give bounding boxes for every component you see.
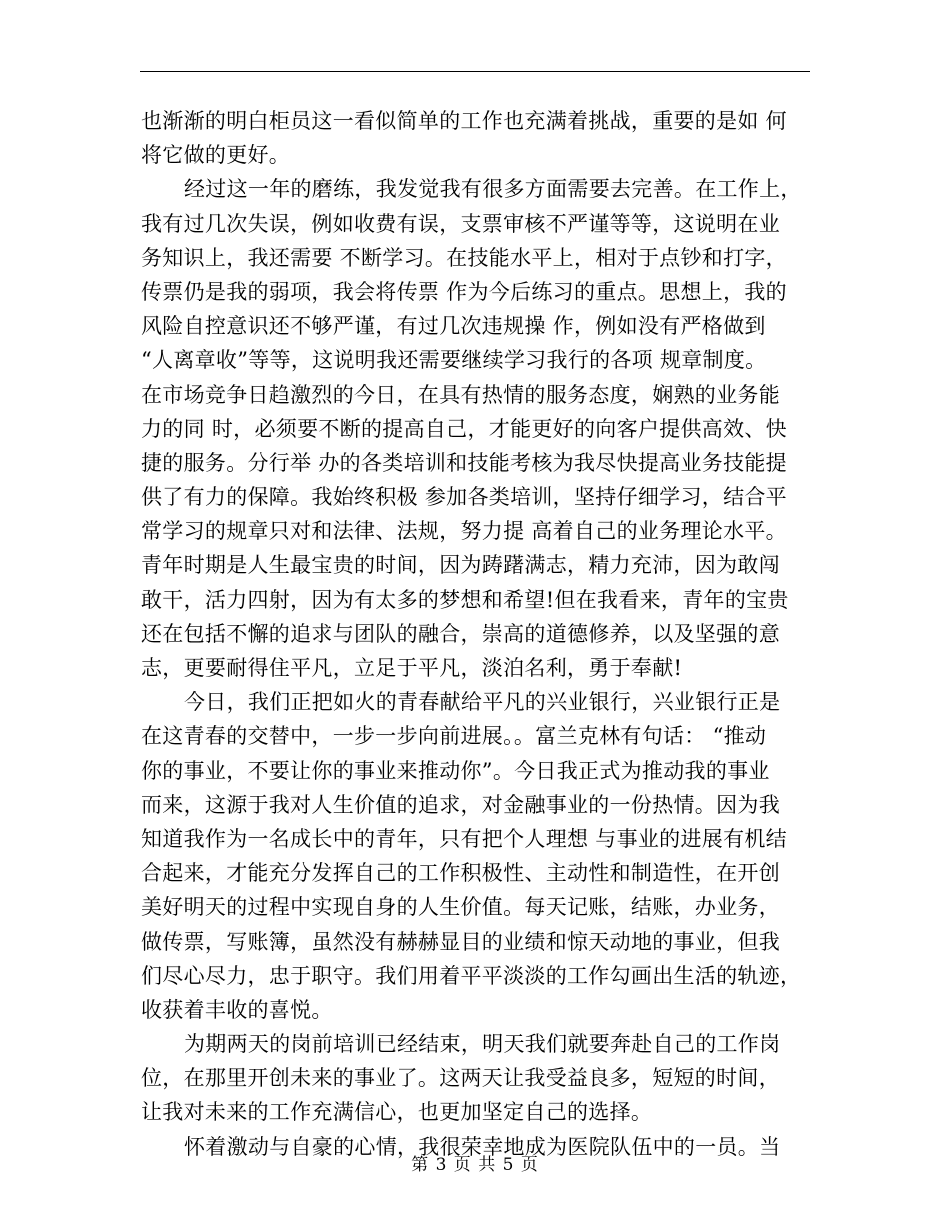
text-line: 怀着激动与自豪的心情，我很荣幸地成为医院队伍中的一员。当 (184, 1134, 781, 1159)
text-line: 做传票，写账簿，虽然没有赫赫显目的业绩和惊天动地的事业，但我 (141, 929, 780, 954)
page-number-footer: 第 3 页 共 5 页 (411, 1155, 539, 1175)
text-line: 而来，这源于我对人生价值的追求，对金融事业的一份热情。因为我 (141, 792, 780, 817)
text-line: 敢干，活力四射，因为有太多的梦想和希望!但在我看来，青年的宝贵 (141, 587, 789, 612)
text-line: 常学习的规章只对和法律、法规，努力提 高着自己的业务理论水平。 (141, 519, 787, 544)
text-line: 知道我作为一名成长中的青年，只有把个人理想 与事业的进展有机结 (141, 826, 787, 851)
text-line: 供了有力的保障。我始终积极 参加各类培训，坚持仔细学习，结合平 (141, 485, 787, 510)
text-line: 收获着丰收的喜悦。 (141, 997, 333, 1022)
text-line: 经过这一年的磨练，我发觉我有很多方面需要去完善。在工作上， (184, 177, 802, 202)
text-line: 在市场竞争日趋激烈的今日，在具有热情的服务态度，娴熟的业务能 (141, 382, 780, 407)
text-line: 今日，我们正把如火的青春献给平凡的兴业银行，兴业银行正是 (184, 690, 781, 715)
text-line: 风险自控意识还不够严谨，有过几次违规操 作，例如没有严格做到 (141, 314, 766, 339)
text-line: 位，在那里开创未来的事业了。这两天让我受益良多，短短的时间， (141, 1066, 780, 1091)
text-line: 在这青春的交替中，一步一步向前进展。。富兰克林有句话： “推动 (141, 724, 767, 749)
text-line: 青年时期是人生最宝贵的时间，因为踌躇满志，精力充沛，因为敢闯 (141, 553, 780, 578)
text-line: 捷的服务。分行举 办的各类培训和技能考核为我尽快提高业务技能提 (141, 450, 787, 475)
text-line: 为期两天的岗前培训已经结束，明天我们就要奔赴自己的工作岗 (184, 1032, 781, 1057)
text-line: 力的同 时，必须要不断的提高自己，才能更好的向客户提供高效、快 (141, 416, 787, 441)
text-line: 们尽心尽力，忠于职守。我们用着平平淡淡的工作勾画出生活的轨迹， (141, 963, 802, 988)
text-line: 我有过几次失误，例如收费有误，支票审核不严谨等等，这说明在业 (141, 211, 780, 236)
text-line: 务知识上，我还需要 不断学习。在技能水平上，相对于点钞和打字， (141, 245, 787, 270)
text-line: 还在包括不懈的追求与团队的融合，崇高的道德修养，以及坚强的意 (141, 621, 780, 646)
text-line: 将它做的更好。 (141, 143, 291, 168)
text-line: 美好明天的过程中实现自身的人生价值。每天记账，结账，办业务， (141, 895, 780, 920)
text-line: 合起来，才能充分发挥自己的工作积极性、主动性和制造性，在开创 (141, 861, 780, 886)
header-rule (140, 71, 810, 72)
text-line: 让我对未来的工作充满信心，也更加坚定自己的选择。 (141, 1100, 653, 1125)
text-line: 志，更要耐得住平凡，立足于平凡，淡泊名利，勇于奉献! (141, 656, 683, 680)
body-text (141, 104, 811, 1164)
text-line: 也渐渐的明白柜员这一看似简单的工作也充满着挑战，重要的是如 何 (141, 109, 787, 133)
text-line: 传票仍是我的弱项，我会将传票 作为今后练习的重点。思想上，我的 (141, 279, 787, 304)
text-line: 你的事业，不要让你的事业来推动你”。今日我正式为推动我的事业 (141, 758, 770, 783)
text-line: “人离章收”等等，这说明我还需要继续学习我行的各项 规章制度。 (141, 348, 767, 373)
